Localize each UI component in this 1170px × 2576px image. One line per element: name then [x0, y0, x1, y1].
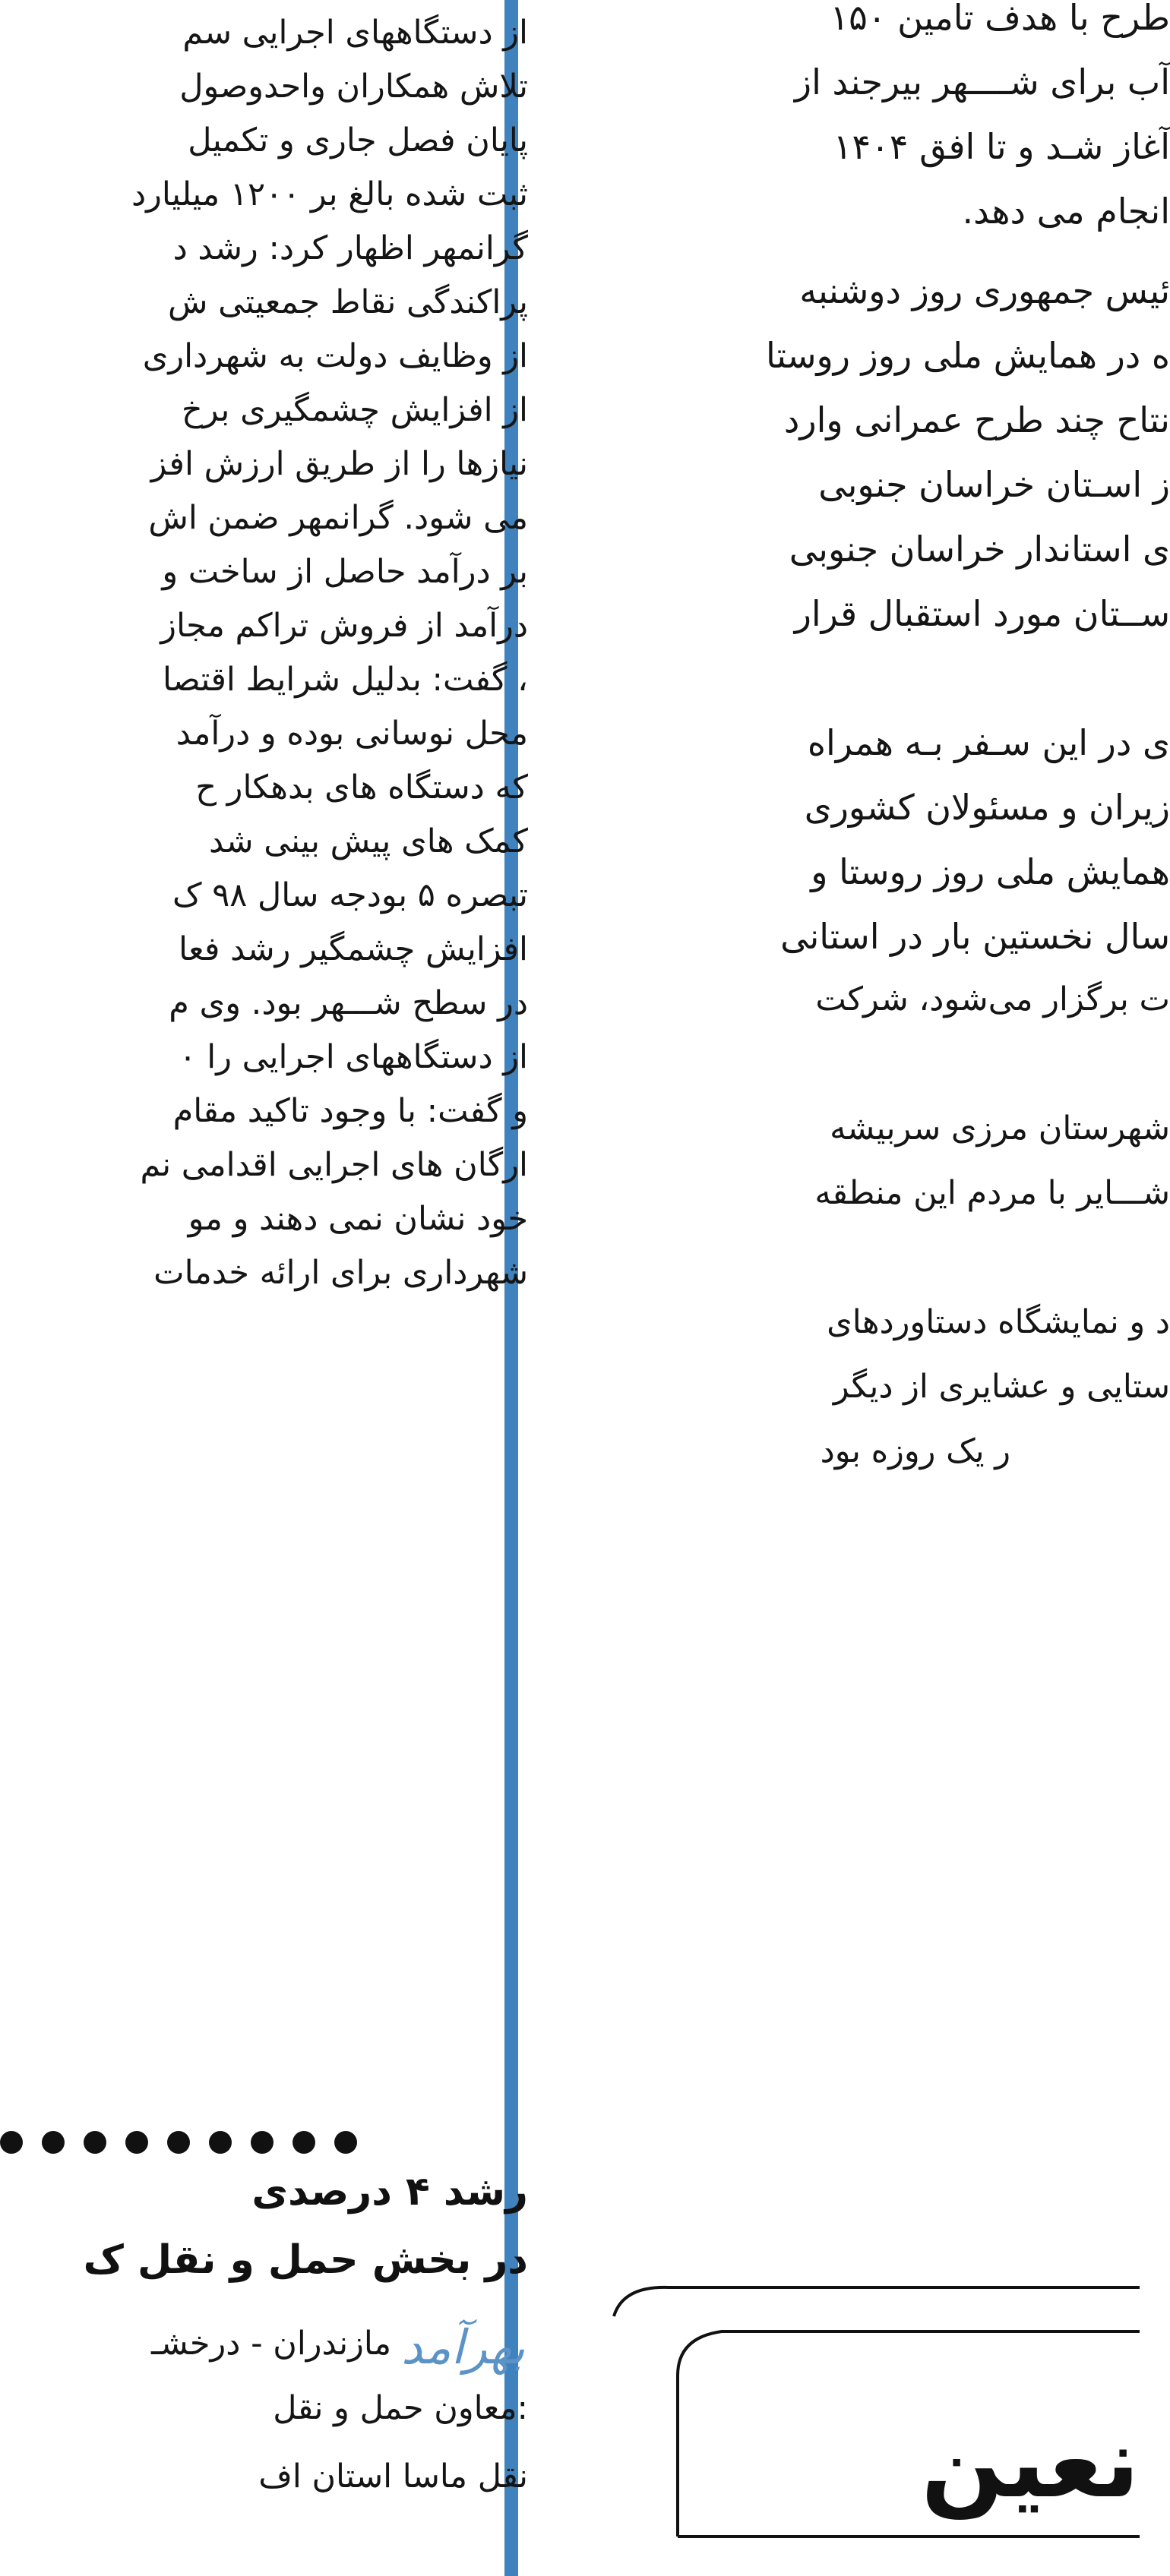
text-line: مازندران - درخشـ — [150, 2325, 391, 2363]
text-line: د و نمایشگاه دستاوردهای — [827, 1303, 1170, 1341]
text-line: ت برگزار می‌شود، شرکت — [815, 980, 1170, 1018]
text-line: و گفت: با وجود تاکید مقام — [172, 1092, 528, 1130]
text-line: طرح با هدف تامین ۱۵۰ — [830, 0, 1170, 38]
text-line: خود نشان نمی دهند و مو — [188, 1200, 528, 1238]
text-line: آب برای شــــهر بیرجند از — [794, 62, 1170, 103]
text-line: شهرستان مرزی سربیشه — [830, 1110, 1170, 1148]
text-line: از افزایش چشمگیری برخ — [181, 391, 528, 429]
text-line: کمک های پیش بینی شد — [208, 822, 528, 860]
text-line: در سطح شـــهر بود. وی م — [169, 984, 528, 1022]
text-line: از وظایف دولت به شهرداری — [142, 337, 528, 375]
text-line: که دستگاه های بدهکار ح — [195, 769, 528, 807]
text-line: بر درآمد حاصل از ساخت و — [162, 553, 528, 591]
text-line: شهرداری برای ارائه خدمات — [153, 1254, 528, 1292]
text-line: می شود. گرانمهر ضمن اش — [148, 499, 528, 537]
text-line: نیازها را از طریق ارزش افز — [150, 445, 528, 483]
text-line: ثبت شده بالغ بر ۱۲۰۰ میلیارد — [131, 175, 528, 213]
text-line: ه در همایش ملی روز روستا — [766, 335, 1170, 376]
text-line: زیران و مسئولان کشوری — [804, 787, 1170, 828]
text-line: ستایی و عشایری از دیگر — [833, 1368, 1170, 1406]
text-line: ز اسـتان خراسان جنوبی — [818, 464, 1170, 505]
text-line: سال نخستین بار در استانی — [780, 916, 1170, 957]
text-line: درآمد از فروش تراکم مجاز — [160, 607, 528, 645]
text-line: همایش ملی روز روستا و — [811, 851, 1170, 892]
left-lower-section — [0, 0, 528, 2576]
text-line: ی استاندار خراسان جنوبی — [789, 529, 1170, 570]
news-headline: رشد ۴ درصدی — [251, 2169, 528, 2215]
text-line: آغاز شـد و تا افق ۱۴۰۴ — [833, 126, 1170, 167]
text-line: افزایش چشمگیر رشد فعا — [179, 930, 528, 968]
text-line: ئیس جمهوری روز دوشنبه — [799, 270, 1170, 311]
text-line: محل نوسانی بوده و درآمد — [176, 715, 528, 753]
text-line: ، گفت: بدلیل شرایط اقتصا — [162, 661, 528, 699]
text-line: پایان فصل جاری و تکمیل — [188, 122, 528, 159]
text-line: انجام می دهد. — [962, 191, 1170, 232]
text-line: تبصره ۵ بودجه سال ۹۸ ک — [172, 876, 528, 914]
text-line: گرانمهر اظهار کرد: رشد د — [172, 229, 528, 267]
text-line: نقل ماسا استان اف — [258, 2458, 528, 2496]
advertisement-frame — [608, 2202, 1140, 2576]
text-line: :معاون حمل و نقل — [273, 2389, 528, 2427]
text-line: ســتان مورد استقبال قرار — [794, 593, 1170, 634]
text-line: از دستگاههای اجرایی سم — [182, 14, 528, 52]
text-line: از دستگاههای اجرایی را ۰ — [179, 1038, 528, 1076]
advertisement-title: نعین — [921, 2407, 1140, 2520]
text-line: ارگان های اجرایی اقدامی نم — [140, 1146, 528, 1184]
news-agency-logo — [401, 2319, 526, 2423]
logo-text: بهرآمد — [401, 2319, 526, 2375]
advertisement-box — [608, 2202, 1140, 2576]
text-line: ر یک روزه بود — [820, 1432, 1010, 1470]
text-line: ی در این سـفر بـه همراه — [807, 722, 1170, 763]
text-line: تلاش همکاران واحدوصول — [179, 68, 528, 106]
right-column-lower — [536, 0, 1170, 1899]
news-headline: در بخش حمل و نقل ک — [83, 2237, 528, 2283]
text-line: نتاح چند طرح عمرانی وارد — [783, 399, 1170, 440]
text-line: شـــایر با مردم این منطقه — [814, 1174, 1170, 1212]
text-line: پراکندگی نقاط جمعیتی ش — [167, 283, 528, 321]
